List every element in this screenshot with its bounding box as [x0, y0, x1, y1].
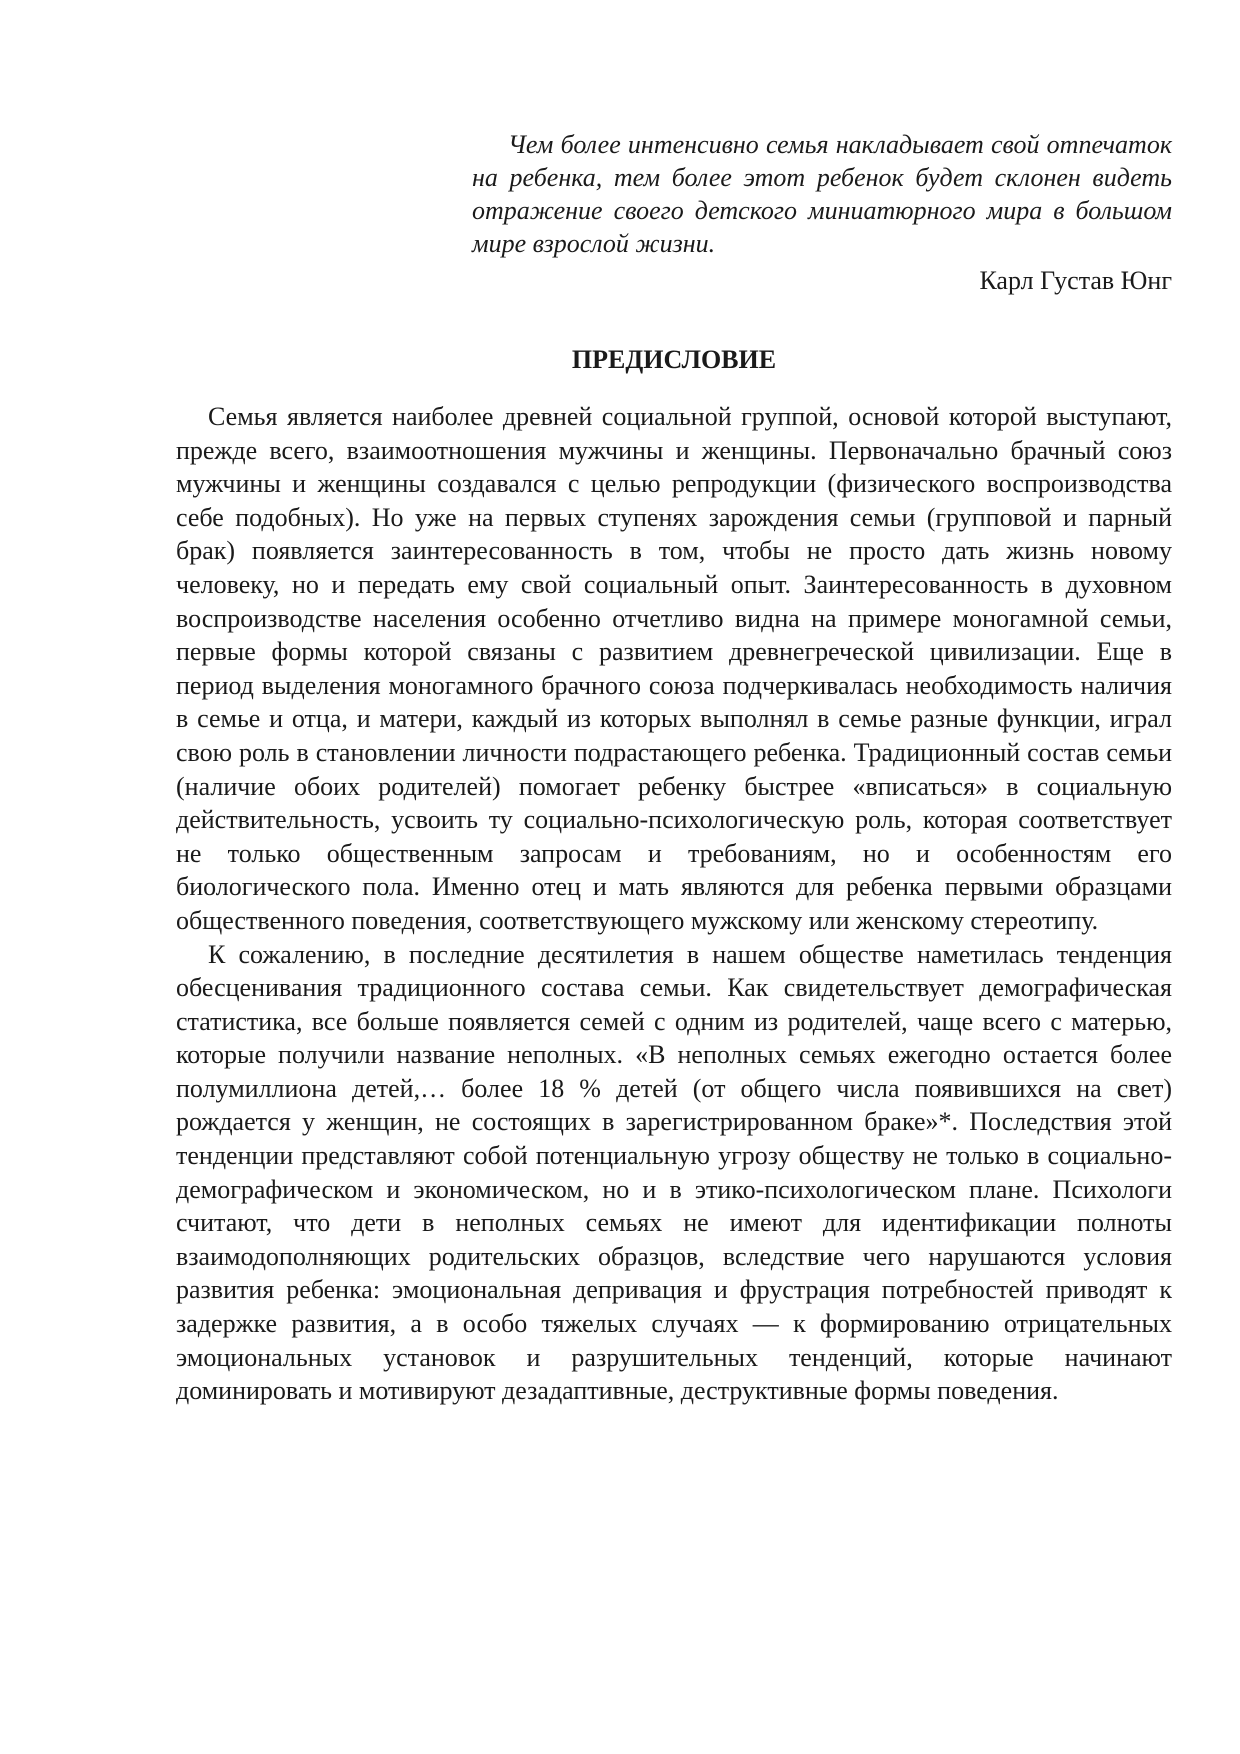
paragraph-2: К сожалению, в последние десятилетия в нашем обществе наметилась тенденция обесценивания традиционного состава семьи. Как свидетельствует демографическая статистика, все больше появляется семей с одним из родителей, чаще всего с матерью, которые получили название неполных. «В неполных семьях ежегодно остается более полумиллиона детей,… более 18 % детей (от общего числа появившихся на свет) рождается у женщин, не состоящих в зарегистрированном браке»*. Последствия этой тенденции представляют собой потенциальную угрозу обществу не только в социально-демографическом и экономическом, но и в этико-психологическом плане. Психологи считают, что дети в неполных семьях не имеют для идентификации полноты взаимодополняющих родительских образцов, вследствие чего нарушаются условия развития ребенка: эмоциональная депривация и фрустрация потребностей приводят к задержке развития, а в особо тяжелых случаях — к формированию отрицательных эмоциональных установок и разрушительных тенденций, которые начинают доминировать и мотивируют дезадаптивные, деструктивные формы поведения.	[176, 939, 1172, 1406]
epigraph	[472, 128, 1172, 297]
paragraph-1: Семья является наиболее древней социальной группой, основой которой выступают, прежде всего, взаимоотношения мужчины и женщины. Первоначально брачный союз мужчины и женщины создавался с целью репродукции (физического воспроизводства себе подобных). Но уже на первых ступенях зарождения семьи (групповой и парный брак) появляется заинтересованность в том, чтобы не просто дать жизнь новому человеку, но и передать ему свой социальный опыт. Заинтересованность в духовном воспроизводстве населения особенно отчетливо видна на примере моногамной семьи, первые формы которой связаны с развитием древнегреческой цивилизации. Еще в период выделения моногамного брачного союза подчеркивалась необходимость наличия в семье и отца, и матери, каждый из которых выполнял в семье разные функции, играл свою роль в становлении личности подрастающего ребенка. Традиционный состав семьи (наличие обоих родителей) помогает ребенку быстрее «вписаться» в социальную действительность, усвоить ту социально-психологическую роль, которая соответствует не только общественным запросам и требованиям, но и особенностям его биологического пола. Именно отец и мать являются для ребенка первыми образцами общественного поведения, соответствующего мужскому или женскому стереотипу.	[176, 402, 1172, 935]
epigraph-author: Карл Густав Юнг	[979, 266, 1172, 295]
body-text	[176, 400, 1172, 1408]
section-title: ПРЕДИСЛОВИЕ	[571, 345, 777, 374]
epigraph-quote: Чем более интенсивно семья накладывает свой отпечаток на ребенка, тем более этот ребенок будет склонен видеть отражение своего детского миниатюрного мира в большом мире взрослой жизни.	[472, 130, 1172, 258]
